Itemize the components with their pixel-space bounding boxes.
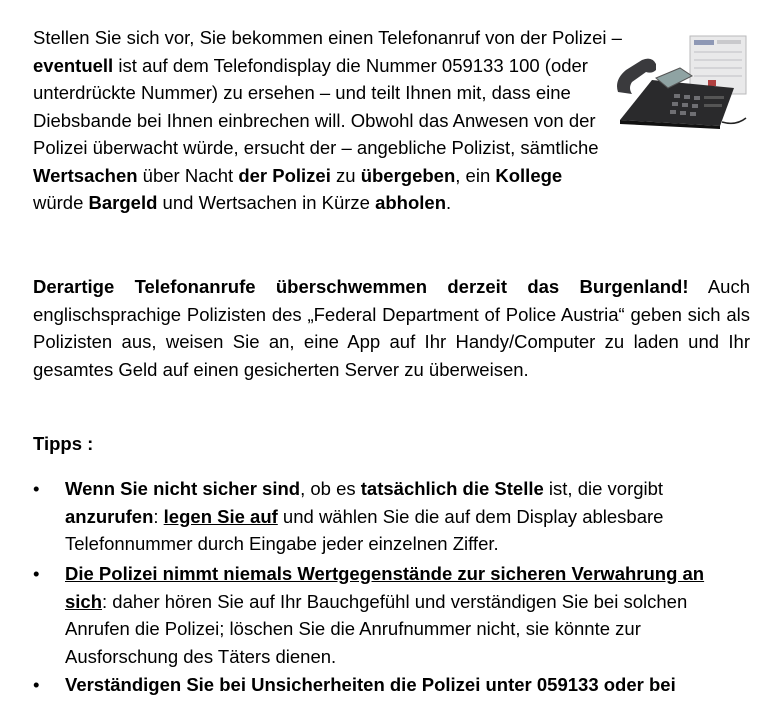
tip-text: Wenn Sie nicht sicher sind, ob es tatsächlich die Stelle ist, die vorgibt anzurufen: legen Sie auf und wählen Sie die auf dem Display ablesbare Telefonnummer durch Eingabe jeder einzelnen Ziffer. [65, 478, 664, 554]
desk-telephone-icon [612, 30, 750, 130]
tip-text: Verständigen Sie bei Unsicherheiten die Polizei unter 059133 oder bei [65, 674, 676, 695]
tips-heading: Tipps : [33, 433, 94, 454]
bullet-icon: • [33, 478, 40, 499]
bullet-icon: • [33, 563, 40, 584]
warning-paragraph: Derartige Telefonanrufe überschwemmen derzeit das Burgenland! Auch englischsprachige Polizisten des „Federal Department of Police Austria“ geben sich als Polizisten aus, weisen Sie an, eine App auf Ihr Handy/Computer zu laden und Ihr gesamtes Geld auf einen gesicherten Server zu überweisen. [33, 276, 750, 380]
bullet-icon: • [33, 674, 40, 695]
tip-text: Die Polizei nimmt niemals Wertgegenstände zur sicheren Verwahrung an sich: daher hören Sie auf Ihr Bauchgefühl und verständigen Sie bei solchen Anrufen die Polizei; löschen Sie die Anrufnummer nicht, sie könnte zur Ausforschung des Täters dienen. [65, 563, 705, 667]
intro-paragraph: Stellen Sie sich vor, Sie bekommen einen Telefonanruf von der Polizei – eventuell ist auf dem Telefondisplay die Nummer 059133 100 (oder unterdrückte Nummer) zu ersehen – und teilt Ihnen mit, dass eine Diebsbande bei Ihnen einbrechen will. Obwohl das Anwesen von der Polizei überwacht würde, ersucht der – angebliche Polizist, sämtliche Wertsachen über Nacht der Polizei zu übergeben, ein Kollege würde Bargeld und Wertsachen in Kürze abholen. [33, 27, 622, 213]
